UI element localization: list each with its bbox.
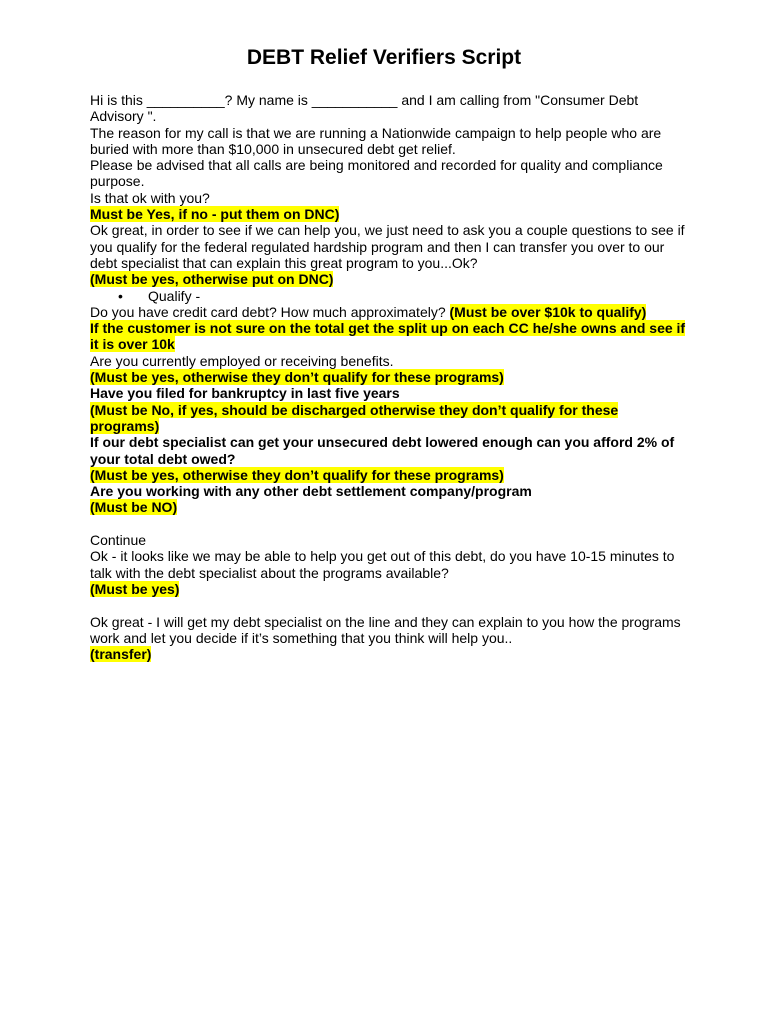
script-line: Advisory ".: [90, 108, 157, 125]
script-line: buried with more than $10,000 in unsecured debt get relief.: [90, 140, 456, 157]
script-line: work and let you decide if it’s something that you think will help you..: [90, 629, 513, 646]
bold-question: your total debt owed?: [90, 450, 236, 467]
highlighted-instruction: (Must be yes, otherwise they don’t qualify for these programs): [90, 466, 504, 483]
script-line: Ok - it looks like we may be able to help you get out of this debt, do you have 10-15 minutes to: [90, 548, 675, 565]
bold-question: If our debt specialist can get your unsecured debt lowered enough can you afford 2% of: [90, 434, 675, 451]
blank-line: [90, 597, 690, 613]
script-line: Is that ok with you?: [90, 189, 210, 206]
script-line: Please be advised that all calls are being monitored and recorded for quality and compliance: [90, 157, 663, 174]
script-body: [90, 92, 690, 662]
script-line: Hi is this __________? My name is ___________ and I am calling from "Consumer Debt: [90, 92, 639, 108]
highlighted-instruction: Must be Yes, if no - put them on DNC): [90, 206, 340, 223]
document-title: DEBT Relief Verifiers Script: [246, 46, 522, 69]
highlighted-instruction: (transfer): [90, 646, 152, 663]
script-line: The reason for my call is that we are running a Nationwide campaign to help people who are: [90, 124, 662, 141]
section-label: Continue: [90, 532, 147, 549]
script-line: Are you currently employed or receiving benefits.: [90, 352, 394, 369]
script-line: Ok great, in order to see if we can help you, we just need to ask you a couple questions to see if: [90, 222, 685, 239]
script-line: talk with the debt specialist about the programs available?: [90, 564, 449, 581]
bullet-item: [90, 288, 690, 304]
script-line: you qualify for the federal regulated hardship program and then I can transfer you over to our: [90, 238, 665, 255]
highlighted-instruction: (Must be yes, otherwise they don’t qualify for these programs): [90, 369, 504, 386]
bold-question: Have you filed for bankruptcy in last five years: [90, 385, 400, 402]
highlighted-instruction: If the customer is not sure on the total get the split up on each CC he/she owns and see if: [90, 320, 686, 337]
bullet-icon: •: [118, 287, 123, 304]
script-line: Ok great - I will get my debt specialist on the line and they can explain to you how the programs: [90, 613, 681, 630]
highlighted-instruction: (Must be yes): [90, 580, 180, 597]
script-line: debt specialist that can explain this great program to you...Ok?: [90, 254, 478, 271]
highlighted-instruction: (Must be No, if yes, should be discharged otherwise they don’t qualify for these: [90, 401, 619, 418]
highlighted-instruction: it is over 10k: [90, 336, 175, 353]
highlighted-instruction: programs): [90, 417, 160, 434]
script-line: Do you have credit card debt? How much approximately?: [90, 303, 450, 320]
blank-line: [90, 516, 690, 532]
highlighted-instruction: (Must be NO): [90, 499, 178, 516]
script-line: purpose.: [90, 173, 145, 190]
highlighted-instruction: (Must be over $10k to qualify): [449, 303, 647, 320]
bold-question: Are you working with any other debt settlement company/program: [90, 483, 532, 500]
highlighted-instruction: (Must be yes, otherwise put on DNC): [90, 271, 334, 288]
bullet-label: Qualify -: [148, 287, 201, 304]
